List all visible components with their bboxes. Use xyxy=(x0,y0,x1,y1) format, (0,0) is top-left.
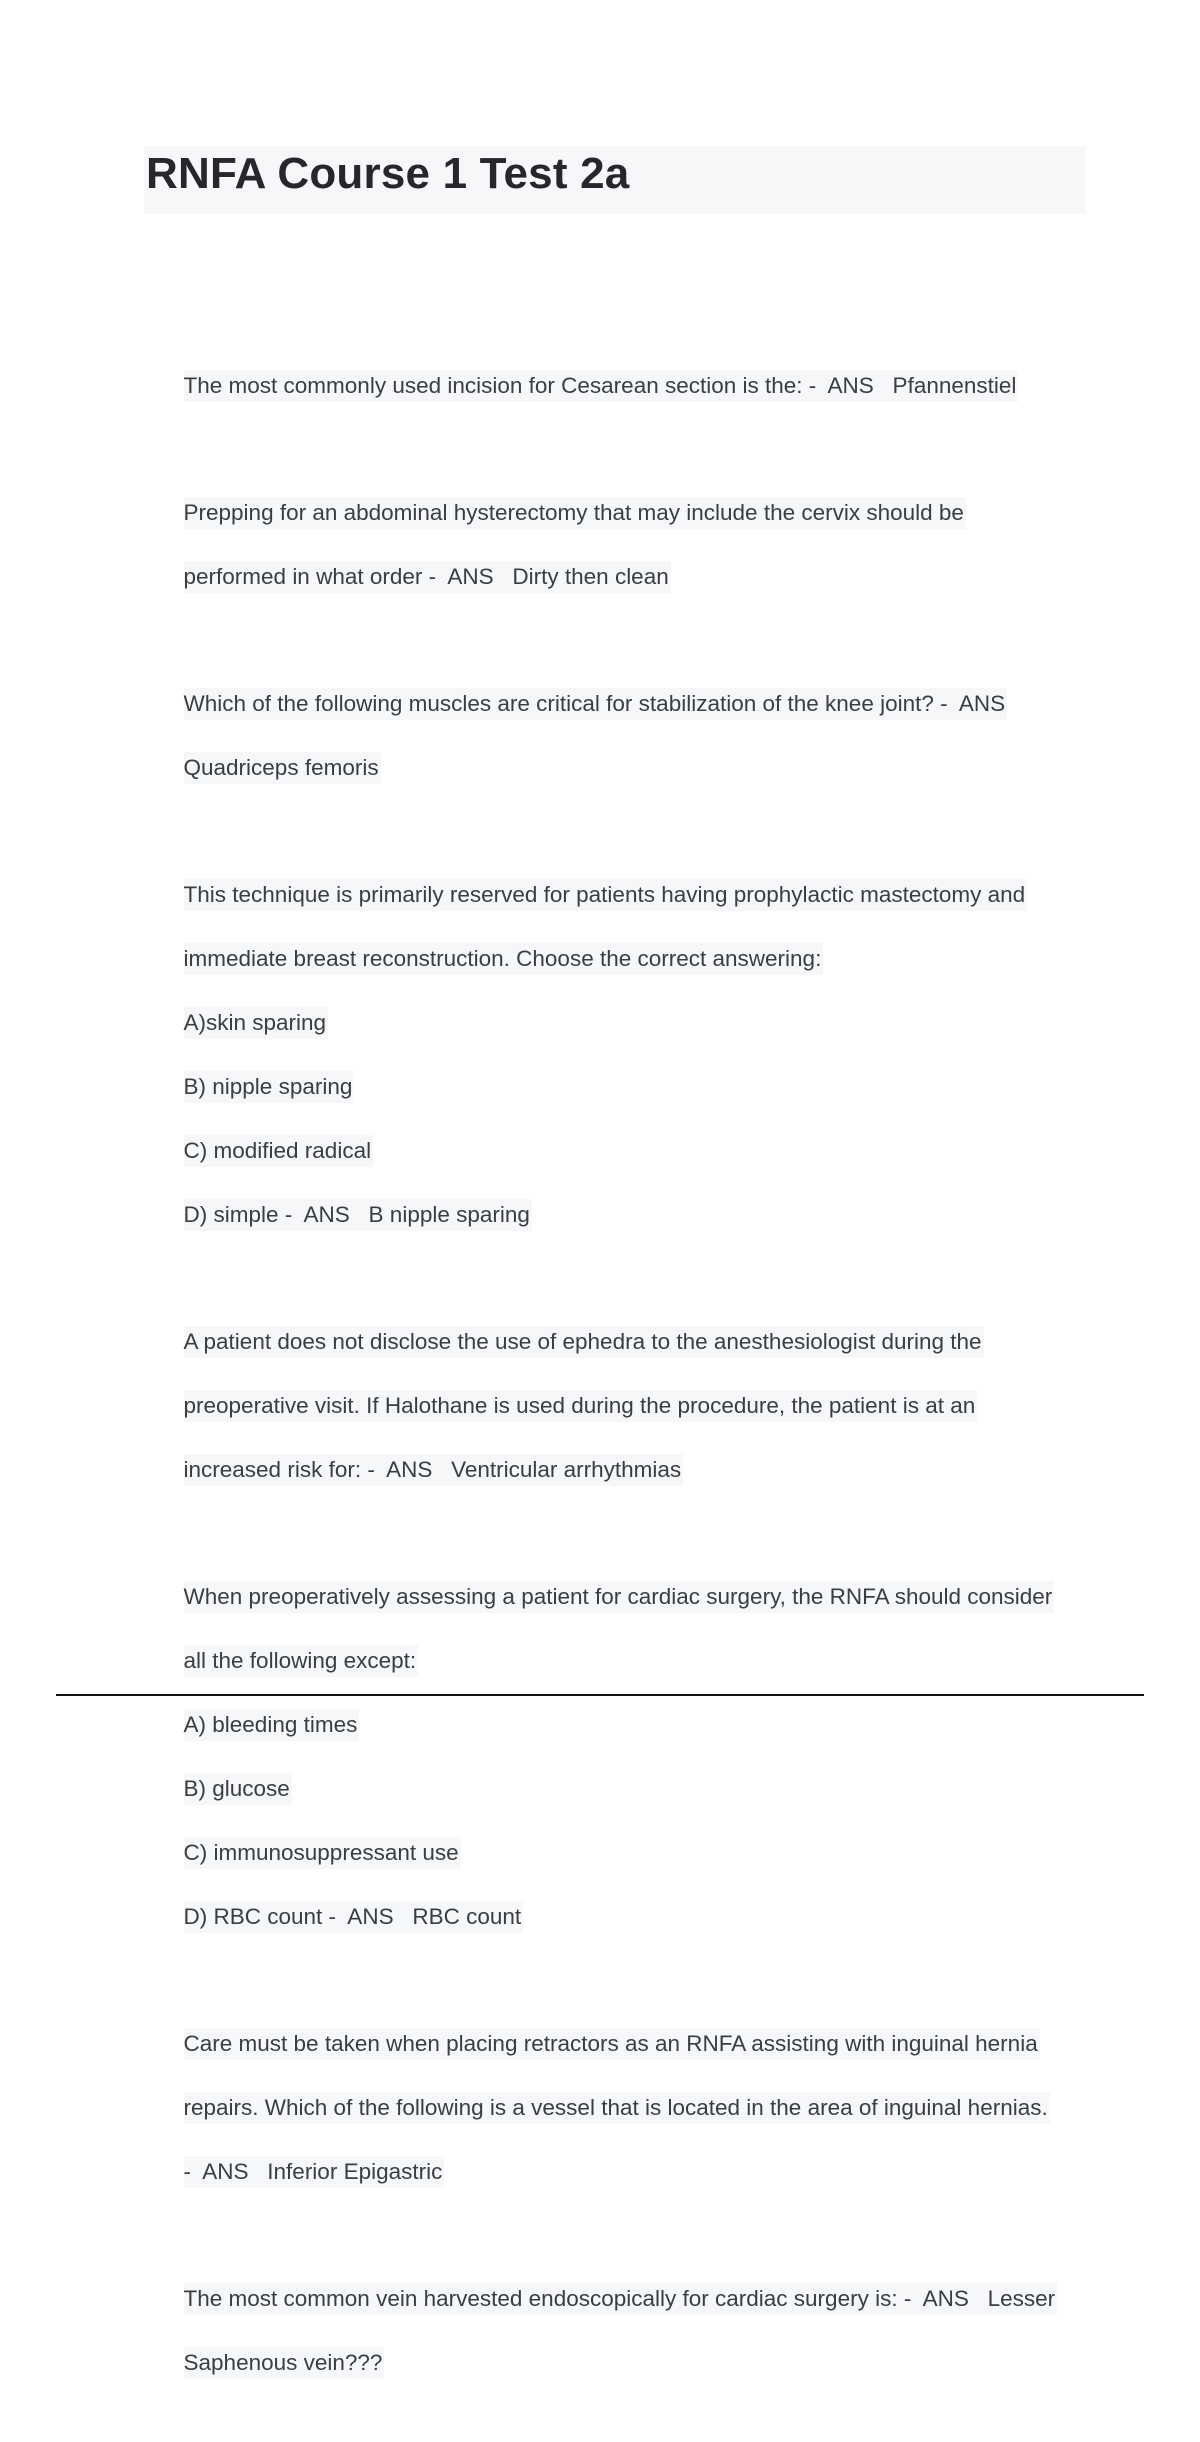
question-list xyxy=(146,338,1091,2442)
question-item xyxy=(146,1996,1091,2220)
question-item xyxy=(146,338,1091,434)
question-line: This technique is primarily reserved for patients having prophylactic mastectomy and xyxy=(184,879,1028,911)
question-item xyxy=(146,2251,1091,2411)
answer-option: B) glucose xyxy=(184,1773,292,1805)
answer-option: C) modified radical xyxy=(184,1135,374,1167)
question-line: performed in what order - ANS Dirty then clean xyxy=(184,561,671,593)
question-line: increased risk for: - ANS Ventricular arrhythmias xyxy=(184,1454,684,1486)
document-title: RNFA Course 1 Test 2a xyxy=(146,149,630,198)
question-line: Saphenous vein??? xyxy=(184,2347,385,2379)
footer-divider xyxy=(56,1694,1144,1696)
answer-option: D) simple - ANS B nipple sparing xyxy=(184,1199,532,1231)
question-line: The most common vein harvested endoscopically for cardiac surgery is: - ANS Lesser xyxy=(184,2283,1058,2315)
question-item xyxy=(146,656,1091,816)
question-line: Care must be taken when placing retractors as an RNFA assisting with inguinal hernia xyxy=(184,2028,1040,2060)
question-line: repairs. Which of the following is a vessel that is located in the area of inguinal hernias. xyxy=(184,2092,1050,2124)
question-line: immediate breast reconstruction. Choose the correct answering: xyxy=(184,943,824,975)
question-line: Which of the following muscles are critical for stabilization of the knee joint? - ANS xyxy=(184,688,1008,720)
question-line: A patient does not disclose the use of ephedra to the anesthesiologist during the xyxy=(184,1326,984,1358)
answer-option: A)skin sparing xyxy=(184,1007,329,1039)
answer-option: D) RBC count - ANS RBC count xyxy=(184,1901,524,1933)
question-line: Prepping for an abdominal hysterectomy that may include the cervix should be xyxy=(184,497,966,529)
question-item xyxy=(146,1294,1091,1518)
answer-option: C) immunosuppressant use xyxy=(184,1837,461,1869)
question-item xyxy=(146,465,1091,625)
question-item xyxy=(146,1549,1091,1965)
question-line: preoperative visit. If Halothane is used during the procedure, the patient is at an xyxy=(184,1390,978,1422)
question-line: all the following except: xyxy=(184,1645,419,1677)
question-line: Quadriceps femoris xyxy=(184,752,381,784)
question-line: - ANS Inferior Epigastric xyxy=(184,2156,445,2188)
answer-option: B) nipple sparing xyxy=(184,1071,355,1103)
question-line: The most commonly used incision for Cesarean section is the: - ANS Pfannenstiel xyxy=(184,370,1019,402)
question-line: When preoperatively assessing a patient for cardiac surgery, the RNFA should consider xyxy=(184,1581,1055,1613)
question-item xyxy=(146,847,1091,1263)
answer-option: A) bleeding times xyxy=(184,1709,360,1741)
